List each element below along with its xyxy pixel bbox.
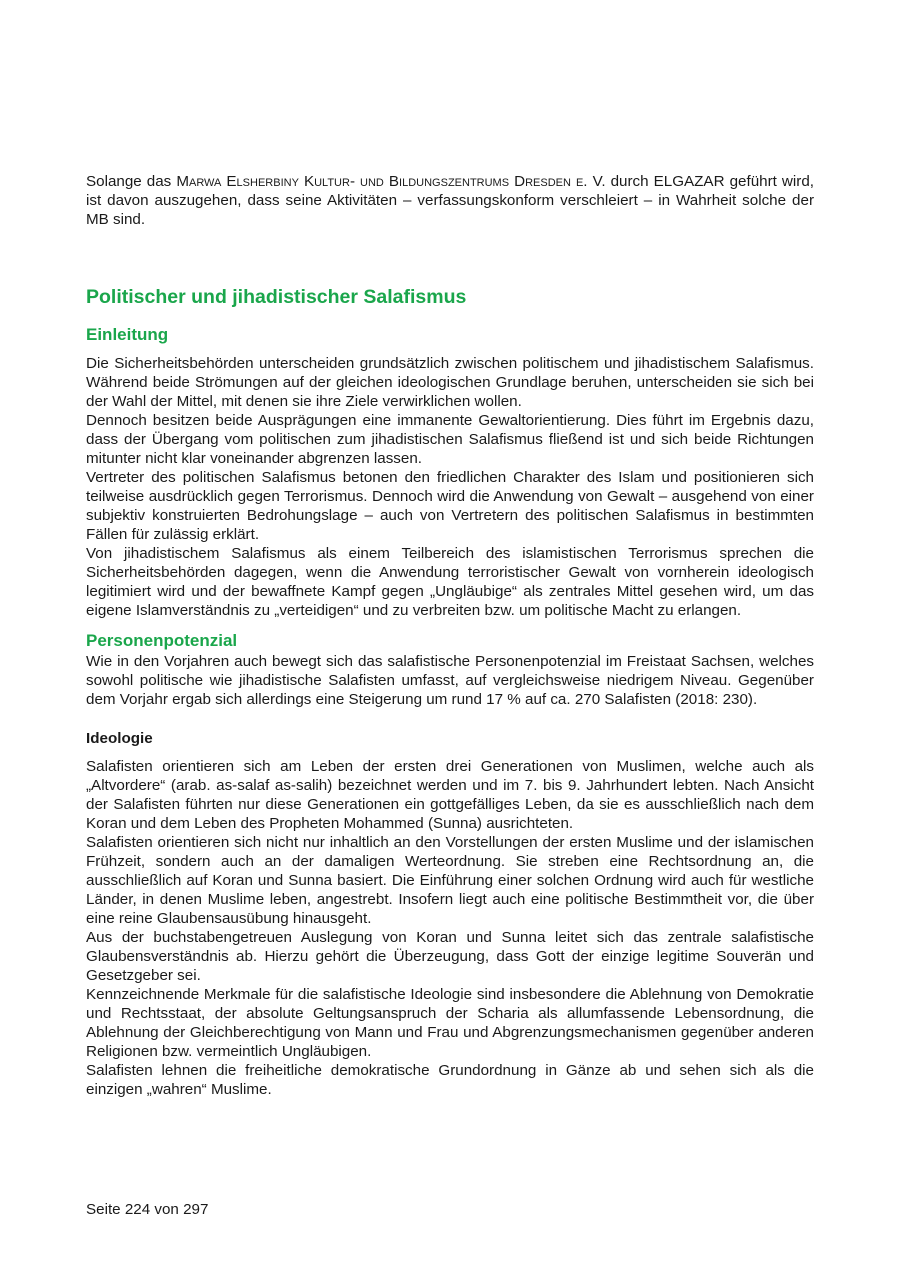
ideologie-text	[86, 757, 814, 1099]
ideologie-paragraph-1: Salafisten orientieren sich am Leben der ersten drei Generationen von Muslimen, welche auch als „Altvordere“ (arab. as-salaf as-salih) bezeichnet werden und im 7. bis 9. Jahrhundert lebten. Nach Ansicht der Salafisten führten nur diese Generationen ein gottgefälliges Leben, da sie es ausschließlich nach dem Koran und dem Leben des Propheten Mohammed (Sunna) ausrichteten.	[86, 758, 814, 832]
heading-ideologie: Ideologie	[86, 730, 153, 747]
personenpotenzial-text	[86, 652, 814, 709]
intro-lead: Solange das	[86, 173, 177, 190]
einleitung-paragraph-4: Von jihadistischem Salafismus als einem Teilbereich des islamistischen Terrorismus sprechen die Sicherheitsbehörden dagegen, wenn die Anwendung terroristischer Gewalt von vornherein ideologisch legitimiert wird und der bewaffnete Kampf gegen „Ungläubige“ als zentrales Mittel gesehen wird, um das eigene Islamverständnis zu „verteidigen“ und zu verbreiten bzw. um politische Macht zu erlangen.	[86, 545, 814, 619]
ideologie-paragraph-5: Salafisten lehnen die freiheitliche demokratische Grundordnung in Gänze ab und sehen sich als die einzigen „wahren“ Muslime.	[86, 1062, 814, 1098]
einleitung-paragraph-1: Die Sicherheitsbehörden unterscheiden grundsätzlich zwischen politischem und jihadistischem Salafismus. Während beide Strömungen auf der gleichen ideologischen Grundlage beruhen, unterscheiden sie sich bei der Wahl der Mittel, mit denen sie ihre Ziele verwirklichen wollen.	[86, 355, 814, 410]
intro-tail: durch ELGAZAR geführt wird, ist davon auszugehen, dass seine Aktivitäten – verfassungskonform verschleiert – in Wahrheit solche der MB sind.	[86, 173, 814, 228]
personenpotenzial-paragraph-1: Wie in den Vorjahren auch bewegt sich das salafistische Personenpotenzial im Freistaat Sachsen, welches sowohl politische wie jihadistische Salafisten umfasst, auf vergleichsweise niedrigem Niveau. Gegenüber dem Vorjahr ergab sich allerdings eine Steigerung um rund 17 % auf ca. 270 Salafisten (2018: 230).	[86, 653, 814, 708]
einleitung-paragraph-3: Vertreter des politischen Salafismus betonen den friedlichen Charakter des Islam und positionieren sich teilweise ausdrücklich gegen Terrorismus. Dennoch wird die Anwendung von Gewalt – ausgehend von einer subjektiv konstruierten Bedrohungslage – auch von Vertretern des politischen Salafismus in bestimmten Fällen für zulässig erklärt.	[86, 469, 814, 543]
ideologie-paragraph-4: Kennzeichnende Merkmale für die salafistische Ideologie sind insbesondere die Ablehnung von Demokratie und Rechtsstaat, der absolute Geltungsanspruch der Scharia als allumfassende Lebensordnung, die Ablehnung der Gleichberechtigung von Mann und Frau und Abgrenzungsmechanismen gegenüber anderen Religionen bzw. vermeintlich Ungläubigen.	[86, 986, 814, 1060]
einleitung-paragraph-2: Dennoch besitzen beide Ausprägungen eine immanente Gewaltorientierung. Dies führt im Ergebnis dazu, dass der Übergang vom politischen zum jihadistischen Salafismus fließend ist und sich beide Richtungen mitunter nicht klar voneinander abgrenzen lassen.	[86, 412, 814, 467]
section-title: Politischer und jihadistischer Salafismus	[86, 286, 467, 308]
page-number: Seite 224 von 297	[86, 1201, 209, 1218]
heading-einleitung: Einleitung	[86, 325, 169, 344]
ideologie-paragraph-3: Aus der buchstabengetreuen Auslegung von Koran und Sunna leitet sich das zentrale salafistische Glaubensverständnis ab. Hierzu gehört die Überzeugung, dass Gott der einzige legitime Souverän und Gesetzgeber sei.	[86, 929, 814, 984]
heading-personenpotenzial: Personenpotenzial	[86, 631, 238, 650]
ideologie-paragraph-2: Salafisten orientieren sich nicht nur inhaltlich an den Vorstellungen der ersten Muslime und der islamischen Frühzeit, sondern auch an der damaligen Werteordnung. Sie streben eine Rechtsordnung an, die ausschließlich auf Koran und Sunna basiert. Die Einführung einer solchen Ordnung wird auch für westliche Länder, in denen Muslime leben, angestrebt. Insofern liegt auch eine politische Bestimmtheit vor, die über eine reine Glaubensausübung hinausgeht.	[86, 834, 814, 927]
page-body	[86, 172, 814, 1099]
einleitung-text	[86, 354, 814, 620]
intro-paragraph	[86, 172, 814, 229]
intro-org-name: Marwa Elsherbiny Kultur- und Bildungszentrums Dresden e. V.	[176, 173, 606, 190]
